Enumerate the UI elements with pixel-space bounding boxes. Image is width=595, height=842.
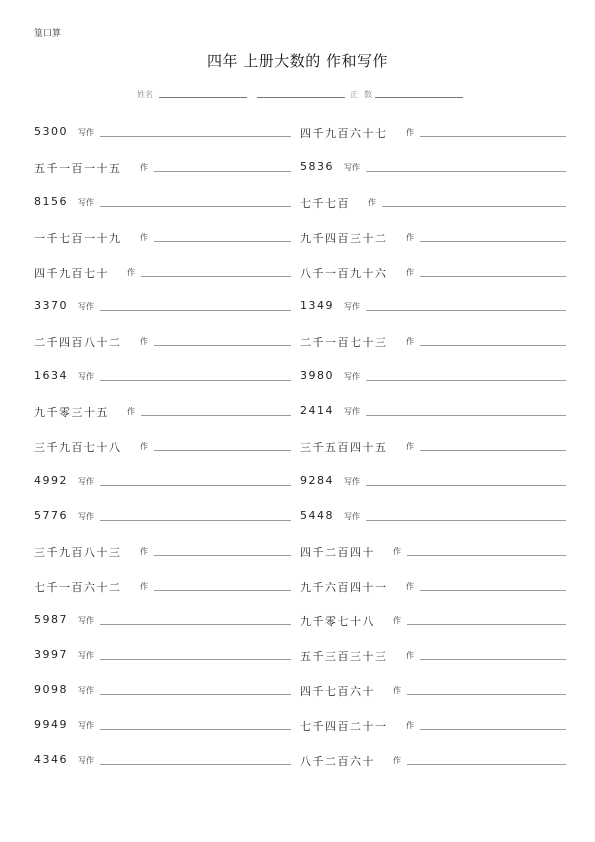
- answer-line[interactable]: [366, 380, 566, 381]
- second-line[interactable]: [257, 97, 345, 98]
- answer-line[interactable]: [100, 694, 291, 695]
- answer-line[interactable]: [154, 555, 291, 556]
- exercise-right: [300, 265, 566, 279]
- exercise-left: [34, 160, 291, 174]
- exercise-left: [34, 718, 291, 732]
- question-text: 1634: [34, 369, 68, 383]
- question-text: 三千九百八十三: [34, 545, 122, 559]
- answer-line[interactable]: [154, 450, 291, 451]
- question-text: 七千一百六十二: [34, 580, 122, 594]
- answer-label: 作: [140, 162, 148, 172]
- answer-line[interactable]: [100, 485, 291, 486]
- exercise-right: [300, 299, 566, 313]
- exercise-row: [0, 505, 595, 540]
- exercise-row: [0, 191, 595, 226]
- answer-line[interactable]: [407, 764, 566, 765]
- answer-label: 作: [127, 407, 135, 417]
- name-label: 姓名: [137, 90, 153, 99]
- answer-label: 作: [140, 337, 148, 347]
- question-text: 5836: [300, 159, 334, 173]
- exercise-right: [300, 474, 566, 488]
- answer-line[interactable]: [100, 206, 291, 207]
- answer-label: 作: [406, 651, 414, 661]
- answer-line[interactable]: [407, 555, 566, 556]
- answer-line[interactable]: [366, 310, 566, 311]
- answer-line[interactable]: [420, 729, 566, 730]
- answer-label: 作: [406, 128, 414, 137]
- answer-label: 写作: [78, 302, 94, 312]
- exercise-right: [300, 439, 566, 453]
- exercise-row: [0, 540, 595, 575]
- exercise-right: [300, 369, 566, 383]
- question-text: 二千一百七十三: [300, 336, 388, 350]
- answer-line[interactable]: [420, 276, 566, 277]
- answer-line[interactable]: [366, 520, 566, 521]
- answer-label: 作: [406, 442, 414, 452]
- answer-label: 作: [406, 232, 414, 242]
- exercise-right: [300, 160, 566, 174]
- answer-label: 写作: [344, 407, 360, 417]
- answer-label: 作: [140, 546, 148, 556]
- exercise-row: [0, 330, 595, 365]
- answer-line[interactable]: [366, 415, 566, 416]
- exercise-row: [0, 749, 595, 784]
- question-text: 一千七百一十九: [34, 231, 122, 245]
- question-text: 4346: [34, 753, 68, 767]
- exercise-right: [300, 613, 566, 627]
- answer-label: 写作: [78, 511, 94, 521]
- answer-line[interactable]: [154, 345, 291, 346]
- question-text: 8156: [34, 194, 68, 208]
- question-text: 八千二百六十: [300, 755, 375, 769]
- question-text: 4992: [34, 473, 68, 487]
- exercise-right: [300, 718, 566, 732]
- exercise-row: [0, 435, 595, 470]
- corner-label: 篁口算: [34, 29, 62, 39]
- answer-line[interactable]: [420, 345, 566, 346]
- question-text: 5776: [34, 508, 68, 522]
- answer-label: 作: [127, 267, 135, 277]
- exercise-row: [0, 295, 595, 330]
- answer-line[interactable]: [366, 485, 566, 486]
- answer-line[interactable]: [407, 694, 566, 695]
- answer-line[interactable]: [100, 764, 291, 765]
- answer-line[interactable]: [141, 276, 291, 277]
- exercise-row: [0, 121, 595, 156]
- answer-line[interactable]: [407, 624, 566, 625]
- answer-line[interactable]: [141, 415, 291, 416]
- answer-label: 写作: [78, 721, 94, 731]
- exercise-left: [34, 509, 291, 523]
- exercise-left: [34, 195, 291, 209]
- answer-label: 作: [393, 686, 401, 696]
- exercise-row: [0, 365, 595, 400]
- answer-label: 写作: [78, 476, 94, 486]
- exercise-left: [34, 474, 291, 488]
- exercise-right: [300, 195, 566, 209]
- exercise-row: [0, 679, 595, 714]
- exercise-left: [34, 683, 291, 697]
- answer-label: 作: [406, 721, 414, 731]
- question-text: 9284: [300, 473, 334, 487]
- exercise-left: [34, 125, 291, 139]
- answer-label: 作: [406, 581, 414, 591]
- answer-line[interactable]: [100, 624, 291, 625]
- answer-label: 写作: [344, 162, 360, 172]
- answer-line[interactable]: [382, 206, 566, 207]
- question-text: 二千四百八十二: [34, 336, 122, 350]
- answer-label: 写作: [78, 686, 94, 696]
- answer-label: 写作: [78, 756, 94, 766]
- exercise-right: [300, 125, 566, 139]
- exercise-row: [0, 609, 595, 644]
- question-text: 5448: [300, 508, 334, 522]
- exercise-left: [34, 648, 291, 662]
- question-text: 1349: [300, 299, 334, 313]
- answer-label: 作: [140, 442, 148, 452]
- question-text: 5987: [34, 613, 68, 627]
- exercise-left: [34, 613, 291, 627]
- answer-label: 写作: [344, 511, 360, 521]
- exercise-list: [0, 121, 595, 784]
- exercise-right: [300, 683, 566, 697]
- question-text: 3980: [300, 369, 334, 383]
- answer-line[interactable]: [100, 520, 291, 521]
- question-text: 九千零七十八: [300, 615, 375, 629]
- answer-label: 作: [368, 197, 376, 207]
- answer-line[interactable]: [154, 241, 291, 242]
- answer-label: 写作: [78, 197, 94, 207]
- answer-line[interactable]: [420, 136, 566, 137]
- question-text: 九千六百四十一: [300, 580, 388, 594]
- exercise-row: [0, 470, 595, 505]
- answer-label: 作: [393, 546, 401, 556]
- question-text: 三千九百七十八: [34, 441, 122, 455]
- exercise-left: [34, 334, 291, 348]
- exercise-right: [300, 579, 566, 593]
- exercise-right: [300, 230, 566, 244]
- answer-line[interactable]: [100, 380, 291, 381]
- question-text: 9949: [34, 718, 68, 732]
- answer-line[interactable]: [100, 659, 291, 660]
- exercise-left: [34, 544, 291, 558]
- exercise-row: [0, 714, 595, 749]
- exercise-left: [34, 299, 291, 313]
- exercise-right: [300, 648, 566, 662]
- answer-label: 写作: [344, 476, 360, 486]
- answer-label: 写作: [78, 128, 94, 137]
- answer-label: 作: [393, 756, 401, 766]
- question-text: 9098: [34, 683, 68, 697]
- exercise-row: [0, 156, 595, 191]
- answer-line[interactable]: [154, 171, 291, 172]
- exercise-left: [34, 230, 291, 244]
- answer-line[interactable]: [420, 241, 566, 242]
- exercise-left: [34, 439, 291, 453]
- answer-line[interactable]: [420, 659, 566, 660]
- exercise-left: [34, 404, 291, 418]
- exercise-right: [300, 334, 566, 348]
- exercise-row: [0, 226, 595, 261]
- answer-label: 写作: [344, 302, 360, 312]
- question-text: 七千四百二十一: [300, 720, 388, 734]
- score-line[interactable]: [375, 97, 463, 98]
- page-title: 四年 上册大数的 作和写作: [206, 52, 389, 70]
- exercise-right: [300, 509, 566, 523]
- exercise-left: [34, 579, 291, 593]
- answer-label: 写作: [78, 616, 94, 626]
- exercise-row: [0, 400, 595, 435]
- exercise-left: [34, 369, 291, 383]
- answer-label: 作: [140, 581, 148, 591]
- exercise-row: [0, 261, 595, 296]
- question-text: 四千九百七十: [34, 266, 109, 280]
- answer-line[interactable]: [366, 171, 566, 172]
- answer-line[interactable]: [154, 590, 291, 591]
- answer-line[interactable]: [100, 310, 291, 311]
- exercise-row: [0, 575, 595, 610]
- question-text: 四千九百六十七: [300, 127, 388, 140]
- question-text: 五千三百三十三: [300, 650, 388, 664]
- answer-label: 作: [406, 337, 414, 347]
- question-text: 八千一百九十六: [300, 266, 388, 280]
- exercise-right: [300, 753, 566, 767]
- name-line[interactable]: [159, 97, 247, 98]
- question-text: 五千一百一十五: [34, 161, 122, 175]
- question-text: 四千二百四十: [300, 545, 375, 559]
- answer-label: 写作: [78, 651, 94, 661]
- exercise-right: [300, 404, 566, 418]
- exercise-left: [34, 265, 291, 279]
- question-text: 四千七百六十: [300, 685, 375, 699]
- question-text: 七千七百: [300, 196, 350, 210]
- answer-label: 写作: [78, 372, 94, 382]
- answer-label: 写作: [344, 372, 360, 382]
- exercise-right: [300, 544, 566, 558]
- answer-label: 作: [393, 616, 401, 626]
- answer-line[interactable]: [420, 590, 566, 591]
- question-text: 九千四百三十二: [300, 231, 388, 245]
- question-text: 3997: [34, 648, 68, 662]
- exercise-row: [0, 644, 595, 679]
- answer-line[interactable]: [420, 450, 566, 451]
- score-label-2: 数: [364, 90, 372, 99]
- answer-label: 作: [140, 232, 148, 242]
- score-label-1: 正: [350, 90, 358, 99]
- question-text: 三千五百四十五: [300, 441, 388, 455]
- exercise-left: [34, 753, 291, 767]
- question-text: 5300: [34, 125, 68, 138]
- question-text: 3370: [34, 299, 68, 313]
- answer-line[interactable]: [100, 729, 291, 730]
- answer-label: 作: [406, 267, 414, 277]
- answer-line[interactable]: [100, 136, 291, 137]
- question-text: 九千零三十五: [34, 406, 109, 420]
- question-text: 2414: [300, 404, 334, 418]
